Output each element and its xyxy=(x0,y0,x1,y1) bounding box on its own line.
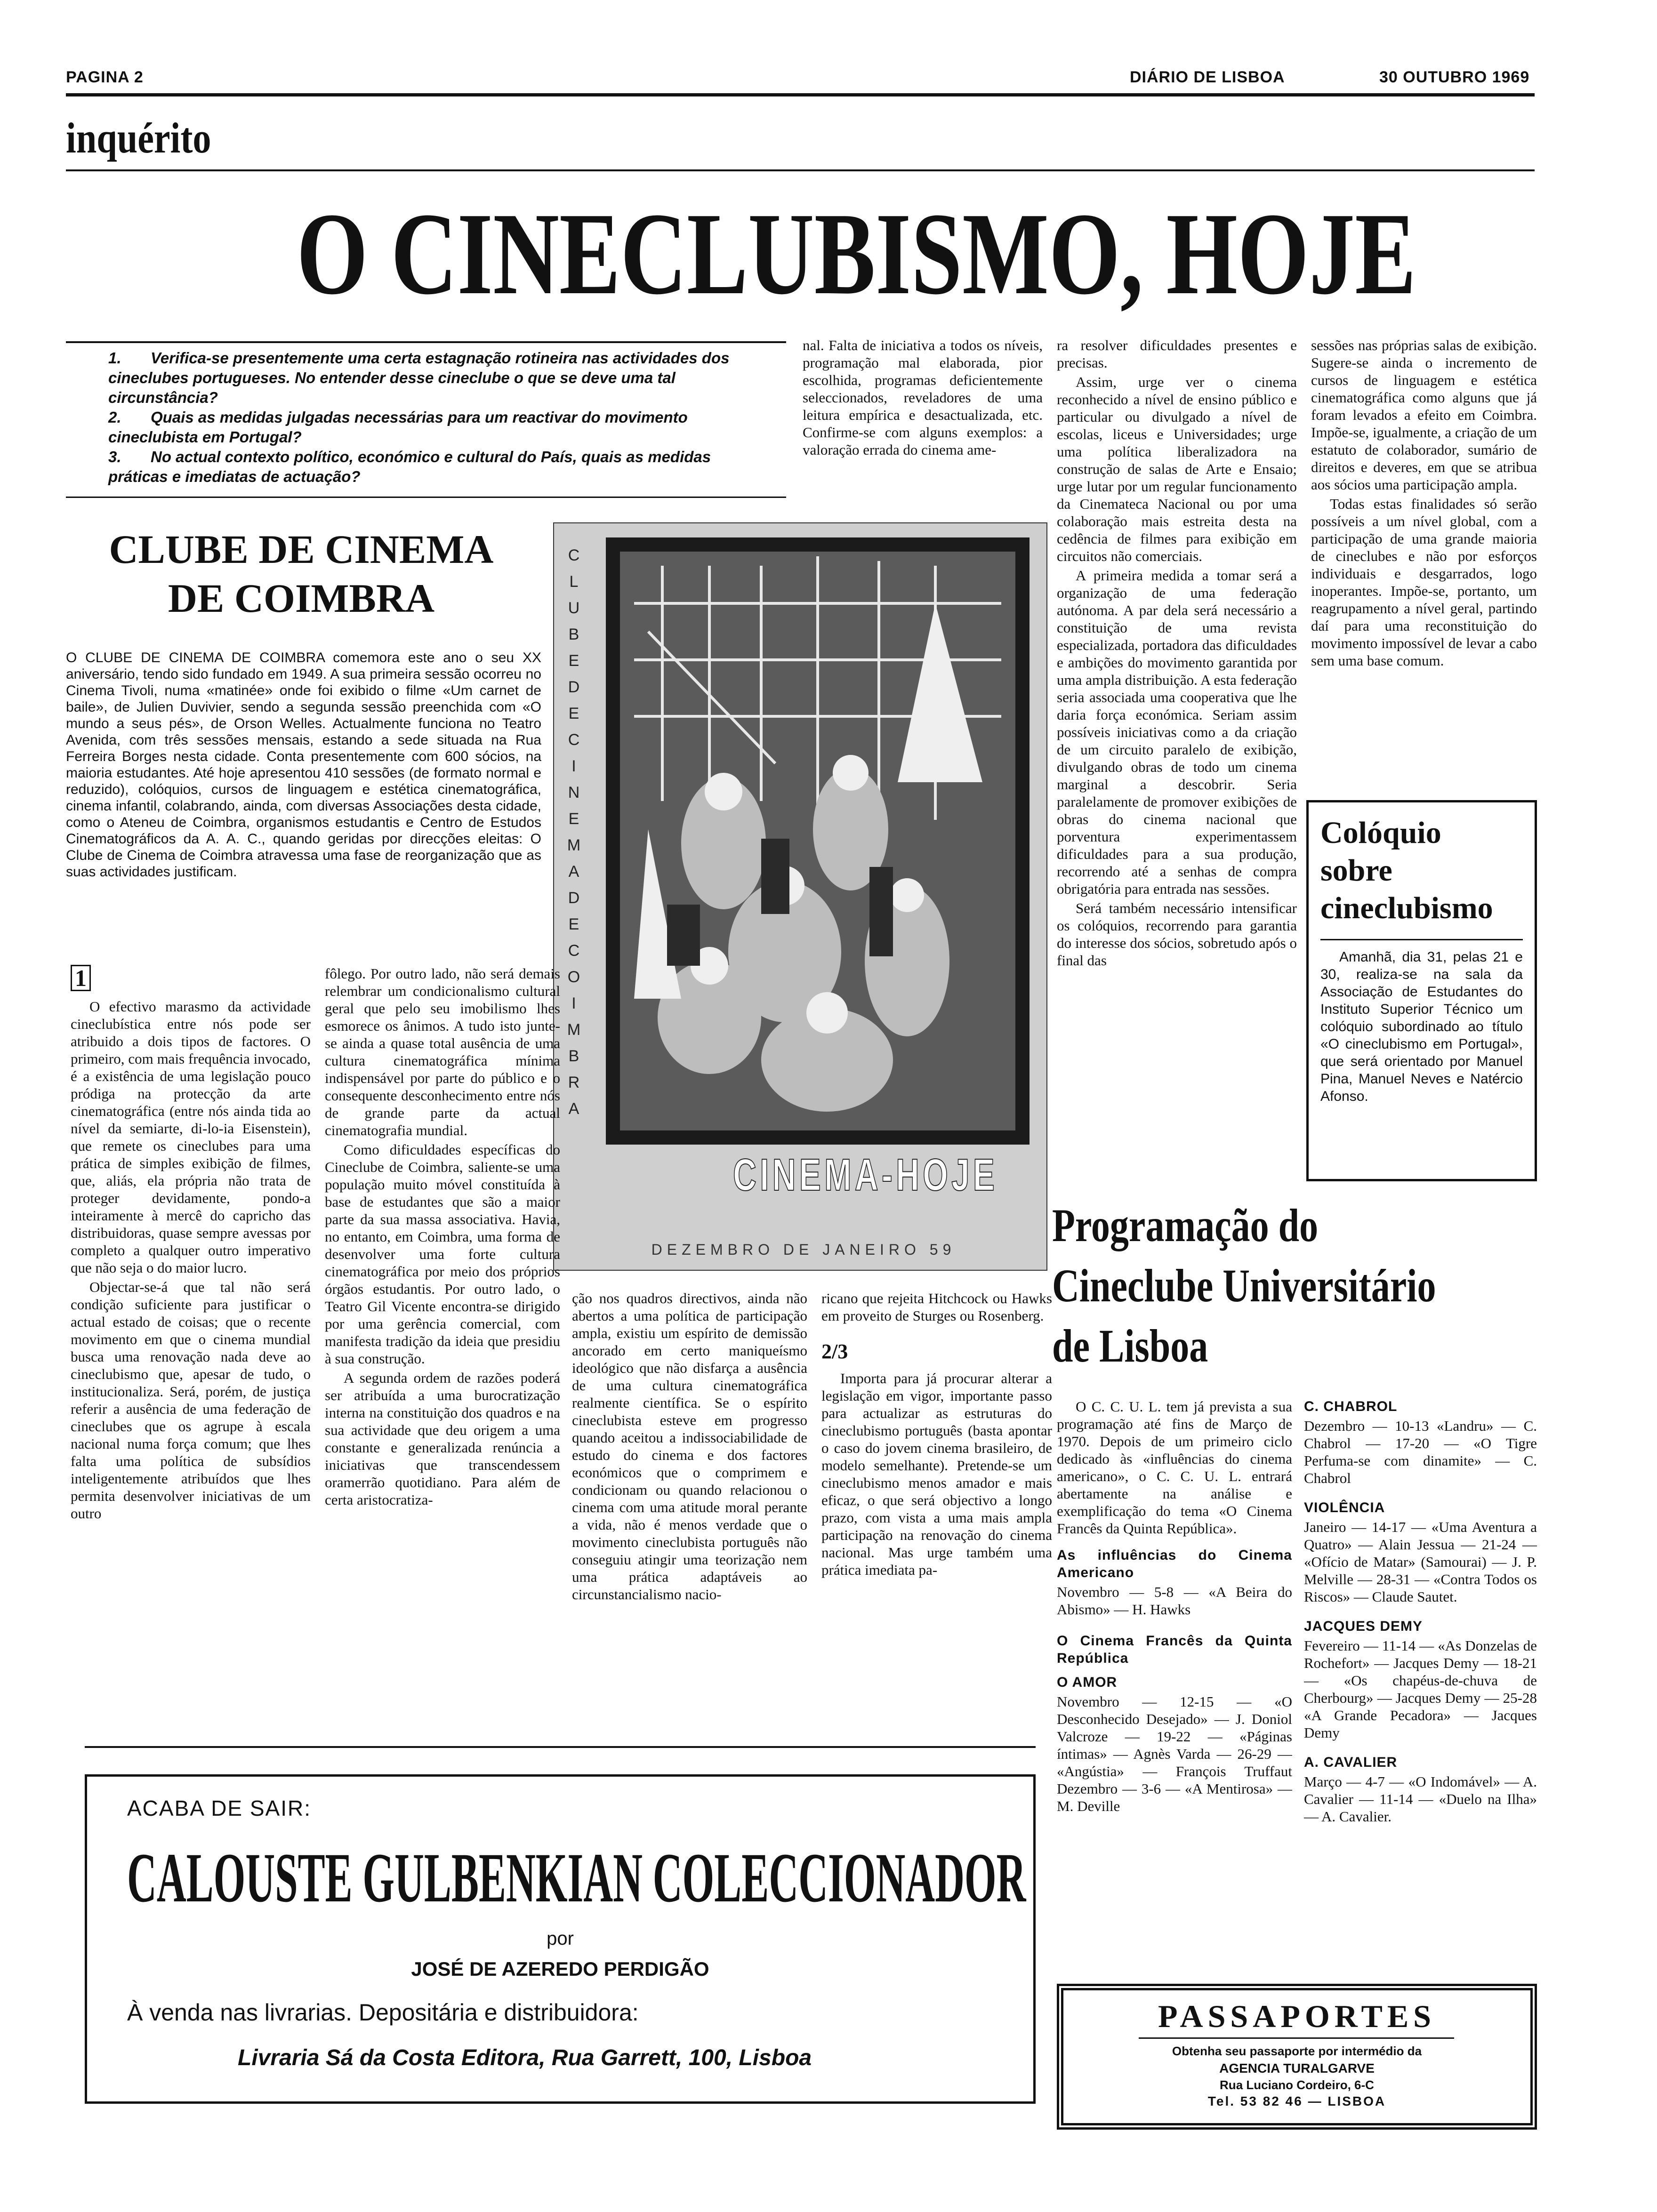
poster-side-letter: D xyxy=(568,678,580,696)
program-section-title: VIOLÊNCIA xyxy=(1304,1500,1385,1515)
section-label: inquérito xyxy=(66,114,211,162)
newspaper-name: DIÁRIO DE LISBOA xyxy=(1130,68,1285,86)
article-col-top-2: ra resolver dificuldades presentes e precisas. Assim, urge ver o cinema reconhecido a nível de ensino público e particular ou divulgado a nível de escolas, liceus e Universidades; urge uma política liberalizadora na construção de salas de Arte e Ensaio; urge lutar por um regular funcionamento da Cinemateca Nacional ou por uma colaboração mais estreita desta na cedência de filmes para exibição em circuitos não comerciais. A primeira medida a tomar será a organização de uma federação autónoma. A par dela será necessário a constituição de uma revista especializada, portadora das dificuldades e ambições do movimento garantida por uma ampla distribuição. A esta federação seria associada uma cooperativa que lhe daria força económica. Seriam assim possíveis iniciativas como a da criação de um circuito paralelo de exibição, divulgando obras de todo um cinema marginal a descobrir. Seria paralelamente de promover exibições de obras do cinema nacional que porventura experimentassem dificuldades para a sua produção, recorrendo até a senhas de compra obrigatória para entrada nas sessões. Será também necessário intensificar os colóquios, recorrendo para garantia do interesse dos sócios, sobretudo após o final das xyxy=(1057,337,1297,969)
coloquio-text: Amanhã, dia 31, pelas 21 e 30, realiza-se na sala da Associação de Estudantes do Instituto Superior Técnico um colóquio subordinado ao título «O cineclubismo em Portugal», que será orientado por Manuel Pina, Manuel Neves e Natércio Afonso. xyxy=(1320,949,1523,1104)
ad-publisher: Livraria Sá da Costa Editora, Rua Garrett, 100, Lisboa xyxy=(238,2045,812,2070)
poster-side-letter: E xyxy=(568,810,579,828)
poster-bottom-text: DEZEMBRO DE JANEIRO 59 xyxy=(651,1241,956,1258)
poster-side-letter: E xyxy=(568,705,579,722)
poster-side-letter: C xyxy=(568,731,580,749)
program-section-text: Dezembro — 10-13 «Landru» — C. Chabrol — 17-20 — «O Tigre Perfuma-se com dinamite» — C. Chabrol xyxy=(1304,1418,1537,1486)
article-col-3: ção nos quadros directivos, ainda não abertos a uma política de participação ampla, existiu um espírito de demissão ancorado em certo maniqueísmo ideológico que não disfarça a ausência de uma cultura cinematográfica realmente científica. Se o espírito cineclubista esteve em progresso quando aceitou a indissociabilidade de estudo do cinema e dos factores económicos que o comprimem e condicionam ou quando relacionou o cinema com uma atitude moral perante a vida, não é menos verdade que o movimento cineclubista português não conseguiu atingir uma teorização nem uma prática adaptáveis ao circunstancialismo nacio- xyxy=(572,1290,807,1603)
program-section-title: JACQUES DEMY xyxy=(1304,1619,1423,1634)
poster-side-letter: A xyxy=(568,1100,579,1118)
programacao-title: Programação do Cineclube Universitário de Lisboa xyxy=(1052,1199,1436,1372)
question-2: 2. Quais as medidas julgadas necessárias para um reactivar do movimento cineclubista em Portugal? xyxy=(108,409,688,446)
program-section-title: C. CHABROL xyxy=(1304,1399,1398,1414)
questions-block xyxy=(108,348,748,487)
gulbenkian-ad xyxy=(85,1774,1036,2104)
article-col-2: fôlego. Por outro lado, não será demais relembrar um condicionalismo cultural geral que pelo seu imobilismo lhes esmorece os ânimos. A tudo isto junte-se ainda a quase total ausência de uma cultura cinematográfica mínima indispensável por parte do público e o consequente desconhecimento entre nós de grande parte da actual cinematografia mundial. Como dificuldades específicas do Cineclube de Coimbra, saliente-se uma população muito móvel constituída à base de estudantes que são a maior parte da sua massa associativa. Havia, no entanto, em Coimbra, uma forma de desenvolver uma forte cultura cinematográfica por meio dos próprios órgãos estudantis. Por outro lado, o Teatro Gil Vicente encontra-se dirigido por uma gerência comercial, com manifesta tradição da ideia que presidiu à sua construção. A segunda ordem de razões poderá ser atribuída a uma burocratização interna na constituição dos quadros e na sua actividade que deu origem a uma constante e generalizada renúncia a iniciativas que transcendessem oramerrão quotidiano. Para além de certa aristocratiza- xyxy=(325,965,560,1508)
coloquio-box xyxy=(1306,800,1537,1181)
poster-side-letter: E xyxy=(568,652,579,670)
poster-side-letter: E xyxy=(568,915,579,933)
program-section-title: A. CAVALIER xyxy=(1304,1755,1398,1770)
article-marker-2-3: 2/3 xyxy=(821,1340,848,1363)
issue-date: 30 OUTUBRO 1969 xyxy=(1379,68,1530,86)
poster-side-letter: O xyxy=(567,968,580,986)
poster-side-letter: U xyxy=(568,599,580,617)
program-section-text: Novembro — 5-8 — «A Beira do Abismo» — H. Hawks xyxy=(1057,1584,1292,1618)
question-1: 1. Verifica-se presentemente uma certa estagnação rotineira nas actividades dos cineclubes portugueses. No entender desse cineclube o que se deve uma tal circunstância? xyxy=(108,349,730,406)
ad-author: JOSÉ DE AZEREDO PERDIGÃO xyxy=(411,1958,709,1980)
poster-side-letter: A xyxy=(568,863,579,881)
poster-side-letter: N xyxy=(568,784,580,801)
article-col-1: O efectivo marasmo da actividade cineclubística entre nós pode ser atribuido a dois tipos de factores. O primeiro, com mais frequência invocado, é a existência de uma legislação pouco pródiga na protecção da arte cinematográfica (entre nós ainda tida ao nível da semiarte, di-lo-ia Eisenstein), que remete os cineclubes para uma prática de simples exibição de filmes, que, aliás, ela própria não trata de proteger devidamente, pondo-a inteiramente à mercê do capricho das distribuidoras, quase sempre avessas por completo a qualquer outro imperativo que não seja o do maior lucro. Objectar-se-á que tal não será condição suficiente para justificar o actual estado de coisas; que o recente movimento em que o cinema mundial busca uma renovação nada deve ao cineclubismo que, apesar de tudo, o institucionaliza. Será, porém, de justiça referir a ausência de uma federação de cineclubes que os agrupe à escala nacional numa força comum; que lhes falta uma política de subsídios inteligentemente atribuídos que lhes permita desenvolver iniciativas de um outro xyxy=(71,998,311,1522)
article-intro: O CLUBE DE CINEMA DE COIMBRA comemora este ano o seu XX aniversário, tendo sido fundado em 1949. A sua primeira sessão ocorreu no Cinema Tivoli, numa «matinée» onde foi exibido o filme «Um carnet de baile», de Julien Duvivier, sendo a segunda sessão preenchida com «O mundo a seus pés», de Orson Welles. Actualmente funciona no Teatro Avenida, com três sessões mensais, estando a sede situada na Rua Ferreira Borges nesta cidade. Conta presentemente com 600 sócios, na maioria estudantes. Até hoje apresentou 410 sessões (de formato normal e reduzido), colóquios, cursos de linguagem e estética cinematográfica, cinema infantil, colabrando, ainda, com diversas Associações desta cidade, como o Ateneu de Coimbra, organismos estudantis e Centro de Estudos Cinematográficos da A. A. C., quando geridas por direcções eleitas: O Clube de Cinema de Coimbra atravessa uma fase de reorganização que as suas actividades justificam. xyxy=(66,650,541,880)
program-section-text: Janeiro — 14-17 — «Uma Aventura a Quatro» — Alain Jessua — 21-24 — «Ofício de Matar» (Samourai) — J. P. Melville — 28-31 — «Contra Todos os Riscos» — Claude Sautet. xyxy=(1304,1519,1537,1605)
poster-side-letter: C xyxy=(568,942,580,960)
poster-image xyxy=(553,522,1047,1271)
passaportes-rule xyxy=(1139,2037,1454,2039)
poster-side-letter: B xyxy=(568,1047,579,1065)
ad-title: CALOUSTE GULBENKIAN COLECCIONADOR xyxy=(127,1839,1026,1917)
passaportes-ad xyxy=(1057,1984,1537,2130)
ad-kicker: ACABA DE SAIR: xyxy=(127,1796,312,1820)
questions-bottom-rule xyxy=(66,497,786,498)
passaportes-line-3: Rua Luciano Cordeiro, 6-C xyxy=(1220,2078,1374,2092)
poster-side-letters xyxy=(563,542,585,1122)
poster-side-letter: L xyxy=(569,573,579,591)
programacao-left-col: O C. C. U. L. tem já prevista a sua programação até fins de Março de 1970. Depois de um primeiro ciclo dedicado às «influências do cinema americano», o C. C. U. L. entrará abertamente na análise e exemplificação do tema «O Cinema Francês da Quinta República». As influências do Cinema Americano Novembro — 5-8 — «A Beira do Abismo» — H. Hawks O Cinema Francês da Quinta República O AMOR Novembro — 12-15 — «O Desconhecido Desejado» — J. Doniol Valcroze — 19-22 — «Páginas íntimas» — Agnès Varda — 26-29 — «Angústia» — François Truffaut Dezembro — 3-6 — «A Mentirosa» — M. Deville xyxy=(1057,1398,1292,1814)
poster-side-letter: R xyxy=(568,1074,580,1091)
poster-side-letter: B xyxy=(568,625,579,643)
program-section-title: O Cinema Francês da Quinta República xyxy=(1057,1633,1292,1666)
header-rule xyxy=(66,93,1535,96)
passaportes-line-1: Obtenha seu passaporte por intermédio da xyxy=(1172,2044,1422,2058)
program-section-text: Fevereiro — 11-14 — «As Donzelas de Rochefort» — Jacques Demy — 18-21 — «Os chapéus-de-chuva de Cherbourg» — Jacques Demy — 25-28 «A Grande Pecadora» — Jacques Demy xyxy=(1304,1637,1537,1741)
article-marker-1: 1 xyxy=(71,965,91,991)
passaportes-line-4: Tel. 53 82 46 — LISBOA xyxy=(1207,2094,1386,2108)
poster-side-letter: D xyxy=(568,889,580,907)
program-section-title: As influências do Cinema Americano xyxy=(1057,1547,1292,1580)
poster-artwork xyxy=(606,537,1030,1145)
ad-sale-text: À venda nas livrarias. Depositária e distribuidora: xyxy=(127,1999,639,2026)
article-col-top-1: nal. Falta de iniciativa a todos os níveis, programação mal elaborada, pior escolhida, programas deficientemente seleccionados, reveladores de uma leitura empírica e desactualizada, etc. Confirme-se com alguns exemplos: a valoração errada do cinema ame- xyxy=(803,337,1043,458)
poster-title: CINEMA-HOJE xyxy=(733,1150,998,1200)
poster-side-letter: C xyxy=(568,546,580,564)
program-section-title: O AMOR xyxy=(1057,1675,1118,1690)
poster-side-letter: M xyxy=(567,1021,581,1039)
article-col-top-3: sessões nas próprias salas de exibição. Sugere-se ainda o incremento de cursos de linguagem e estética cinematográfica como alguns que já foram levados a efeito em Coimbra. Impõe-se, igualmente, a criação de um estatuto de colaborador, sumário de direitos e deveres, em que se atribua aos sócios uma participação ampla. Todas estas finalidades só serão possíveis a um nível global, com a participação de uma grande maioria de cineclubes e não por esforços individuais e desgarrados, logo inoperantes. Impõe-se, portanto, um reagrupamento a nível geral, partindo daí para uma reconstituição do movimento impossível de levar a cabo sem uma base comum. xyxy=(1311,337,1537,669)
page-number: PAGINA 2 xyxy=(66,68,144,86)
question-3: 3. No actual contexto político, económico e cultural do País, quais as medidas práticas e imediatas de actuação? xyxy=(108,448,711,485)
passaportes-line-2: AGENCIA TURALGARVE xyxy=(1219,2061,1375,2076)
program-section-text: Março — 4-7 — «O Indomável» — A. Cavalier — 11-14 — «Duelo na Ilha» — A. Cavalier. xyxy=(1304,1773,1537,1825)
article-title: CLUBE DE CINEMA DE COIMBRA xyxy=(109,527,494,621)
coloquio-title: Colóquio sobre cineclubismo xyxy=(1320,816,1493,925)
coloquio-rule xyxy=(1320,939,1523,940)
program-section-text: Novembro — 12-15 — «O Desconhecido Desejado» — J. Doniol Valcroze — 19-22 — «Páginas íntimas» — Agnès Varda — 26-29 — «Angústia» — François Truffaut Dezembro — 3-6 — «A Mentirosa» — M. Deville xyxy=(1057,1693,1292,1814)
ad-por: por xyxy=(547,1928,574,1949)
questions-top-rule xyxy=(66,341,786,343)
passaportes-title: PASSAPORTES xyxy=(1158,1998,1436,2034)
ad-top-rule xyxy=(85,1746,1036,1748)
article-col-4: ricano que rejeita Hitchcock ou Hawks em proveito de Sturges ou Rosenberg. 2/3 Importa para já procurar alterar a legislação em vigor, importante passo para actualizar as estruturas do cineclubismo português (basta apontar o caso do jovem cinema brasileiro, de modelo semelhante). Pretende-se um cineclubismo menos amador e mais eficaz, o que será objectivo a longo prazo, com vista a uma mais ampla participação na renovação do cinema nacional. Mas urge também uma prática imediata pa- xyxy=(821,1290,1052,1578)
poster-side-letter: I xyxy=(571,757,576,775)
poster-side-letter: M xyxy=(567,836,581,854)
headline: O CINECLUBISMO, HOJE xyxy=(297,189,1416,319)
programacao-right-col xyxy=(1304,1398,1537,1963)
section-rule xyxy=(66,169,1535,171)
poster-side-letter: I xyxy=(571,994,576,1012)
